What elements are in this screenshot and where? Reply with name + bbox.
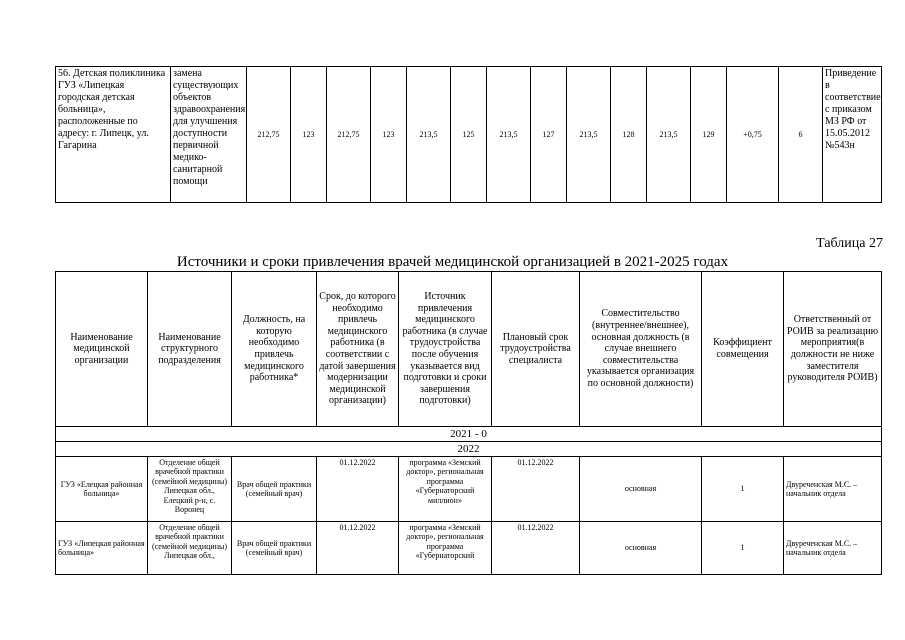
responsible-cell: Двуреченская М.С. – начальник отдела (784, 457, 882, 522)
header-org: Наименование медицинской организации (56, 272, 148, 427)
header-deadline: Срок, до которого необходимо привлечь медицинского работника (в соответствии с датой завершения модернизации медицинской организации) (317, 272, 399, 427)
value-cell: 128 (611, 67, 647, 203)
source-cell: программа «Земский доктор», региональная программа «Губернаторский миллион» (399, 457, 492, 522)
value-cell: 213,5 (407, 67, 451, 203)
responsible-cell: Двуреченская М.С. – начальник отдела (784, 522, 882, 575)
header-responsible: Ответственный от РОИВ за реализацию мероприятия(в должности не ниже заместителя руководителя РОИВ) (784, 272, 882, 427)
header-division: Наименование структурного подразделения (148, 272, 232, 427)
year-label: 2022 (56, 442, 882, 457)
coefficient-cell: 1 (702, 522, 784, 575)
source-cell: программа «Земский доктор», региональная программа «Губернаторский (399, 522, 492, 575)
planned-cell: 01.12.2022 (492, 457, 580, 522)
planned-cell: 01.12.2022 (492, 522, 580, 575)
org-cell: ГУЗ «Елецкая районная больница» (56, 457, 148, 522)
value-cell: 123 (371, 67, 407, 203)
division-cell: Отделение общей врачебной практики (семейной медицины) Липецкая обл., Елецкий р-н, с. Воронец (148, 457, 232, 522)
period-row (56, 427, 882, 442)
value-cell: +0,75 (727, 67, 779, 203)
coefficient-cell: 1 (702, 457, 784, 522)
table-row (56, 457, 882, 522)
table-row (56, 67, 882, 203)
value-cell: 213,5 (647, 67, 691, 203)
header-row (56, 272, 882, 427)
combination-cell: основная (580, 522, 702, 575)
deadline-cell: 01.12.2022 (317, 522, 399, 575)
combination-cell: основная (580, 457, 702, 522)
value-cell: 212,75 (247, 67, 291, 203)
value-cell: 123 (291, 67, 327, 203)
header-planned: Плановый срок трудоустройства специалиста (492, 272, 580, 427)
value-cell: 213,5 (487, 67, 531, 203)
value-cell: 6 (779, 67, 823, 203)
activity-cell: замена существующих объектов здравоохранения для улучшения доступности первичной медико-санитарной помощи (171, 67, 247, 203)
note-cell: Приведение в соответствие с приказом МЗ РФ от 15.05.2012 №543н (823, 67, 882, 203)
value-cell: 125 (451, 67, 487, 203)
value-cell: 212,75 (327, 67, 371, 203)
value-cell: 213,5 (567, 67, 611, 203)
period-label: 2021 - 0 (56, 427, 882, 442)
table-title: Источники и сроки привлечения врачей медицинской организацией в 2021-2025 годах (176, 254, 729, 270)
previous-table-fragment (55, 66, 882, 203)
deadline-cell: 01.12.2022 (317, 457, 399, 522)
table-row (56, 522, 882, 575)
org-cell: ГУЗ «Липецкая районная больница» (56, 522, 148, 575)
header-source: Источник привлечения медицинского работника (в случае трудоустройства после обучения указывается вид подготовки и сроки завершения подготовки) (399, 272, 492, 427)
header-combination: Совместительство (внутреннее/внешнее), основная должность (в случае внешнего совместительства указывается организация по основной должности) (580, 272, 702, 427)
year-row (56, 442, 882, 457)
table-number: Таблица 27 (816, 236, 883, 251)
org-cell: 56. Детская поликлиника ГУЗ «Липецкая городская детская больница», расположенные по адресу: г. Липецк, ул. Гагарина (56, 67, 171, 203)
header-position: Должность, на которую необходимо привлечь медицинского работника* (232, 272, 317, 427)
position-cell: Врач общей практики (семейный врач) (232, 457, 317, 522)
position-cell: Врач общей практики (семейный врач) (232, 522, 317, 575)
division-cell: Отделение общей врачебной практики (семейной медицины) Липецкая обл., (148, 522, 232, 575)
doctors-table (55, 271, 882, 575)
value-cell: 127 (531, 67, 567, 203)
header-coefficient: Коэффициент совмещения (702, 272, 784, 427)
value-cell: 129 (691, 67, 727, 203)
